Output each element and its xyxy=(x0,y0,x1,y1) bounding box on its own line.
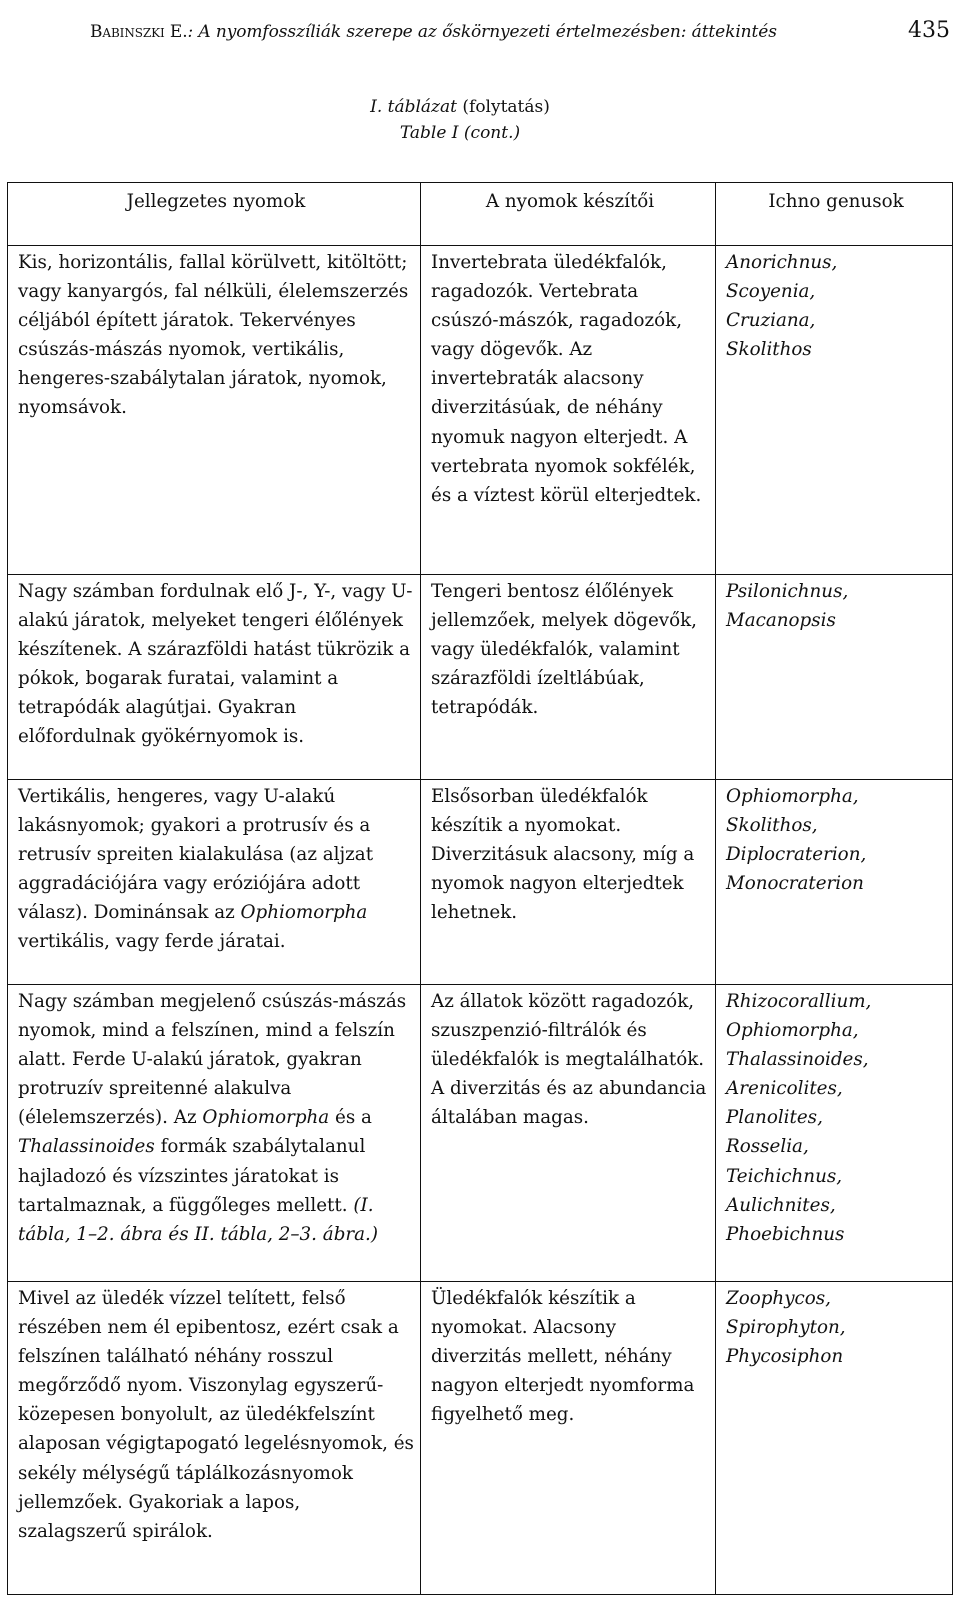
traces-cell xyxy=(8,780,421,985)
genus-name: Ophiomorpha, xyxy=(726,1020,859,1042)
genus-name: Rosselia, xyxy=(726,1136,809,1158)
genus-name: Phoebichnus xyxy=(726,1223,845,1245)
caption-hu-label: I. táblázat xyxy=(370,97,457,117)
genera-cell xyxy=(716,246,953,575)
column-header-traces: Jellegzetes nyomok xyxy=(8,183,421,246)
genera-cell xyxy=(716,1282,953,1595)
traces-text: és a xyxy=(329,1107,372,1129)
table-row xyxy=(8,780,953,985)
header-article-title: : A nyomfosszíliák szerepe az őskörnyezeti értelmezésben: áttekintés xyxy=(187,22,777,42)
header-author: Babinszki E. xyxy=(90,22,188,42)
makers-cell: Invertebrata üledékfalók, ragadozók. Vertebrata csúszó-mászók, ragadozók, vagy dögevők. Az invertebraták alacsony diverzitásúak, de néhány nyomuk nagyon elterjedt. A vertebrata nyomok sokfélék, és a víztest körül elterjedtek. xyxy=(421,246,716,575)
traces-cell: Nagy számban fordulnak elő J-, Y-, vagy U-alakú járatok, melyeket tengeri élőlények készítenek. A szárazföldi hatást tükrözik a pókok, bogarak furatai, valamint a tetrapódák alagútjai. Gyakran előfordulnak gyökérnyomok is. xyxy=(8,575,421,780)
genus-name: Ophiomorpha, xyxy=(726,786,859,807)
table-row xyxy=(8,985,953,1282)
genus-name: Macanopsis xyxy=(726,610,836,632)
genus-name: Planolites, xyxy=(726,1107,823,1129)
genus-name: Spirophyton, xyxy=(726,1317,846,1339)
makers-cell: Az állatok között ragadozók, szuszpenzió-filtrálók és üledékfalók is megtalálhatók. A diverzitás és az abundancia általában magas. xyxy=(421,985,716,1282)
genus-name: Thalassinoides, xyxy=(726,1049,869,1071)
trace-fossil-table xyxy=(7,182,952,1595)
traces-text: vertikális, vagy ferde járatai. xyxy=(18,931,286,953)
genus-name: Rhizocorallium, xyxy=(726,991,872,1012)
genera-cell xyxy=(716,985,953,1282)
traces-text: Nagy számban megjelenő csúszás-mászás nyomok, mind a felszínen, mind a felszín alatt. Ferde U-alakú járatok, gyakran protruzív spreitenné alakulva (élelemszerzés). Az xyxy=(18,991,407,1129)
table-row xyxy=(8,1282,953,1595)
genus-name: Phycosiphon xyxy=(726,1346,844,1368)
genus-name: Monocraterion xyxy=(726,873,864,895)
genus-name: Cruziana, xyxy=(726,310,816,332)
table-header-row xyxy=(8,183,953,246)
caption-hungarian xyxy=(0,94,920,120)
table-row xyxy=(8,246,953,575)
traces-cell: Mivel az üledék vízzel telített, felső részében nem él epibentosz, ezért csak a felszínen található néhány rosszul megőrződő nyom. Viszonylag egyszerű-közepesen bonyolult, az üledékfelszínt alaposan végigtapogató legelésnyomok, és sekély mélységű táplálkozásnyomok jellemzőek. Gyakoriak a lapos, szalagszerű spirálok. xyxy=(8,1282,421,1595)
plate-reference: (I. tábla, 1–2. ábra és II. tábla, 2–3. ábra.) xyxy=(18,1194,378,1245)
genus-in-text: Ophiomorpha xyxy=(240,902,368,924)
data-table xyxy=(7,182,953,1595)
genus-name: Arenicolites, xyxy=(726,1078,843,1100)
page-number: 435 xyxy=(908,18,950,43)
makers-cell: Tengeri bentosz élőlények jellemzőek, melyek dögevők, vagy üledékfalók, valamint szárazföldi ízeltlábúak, tetrapódák. xyxy=(421,575,716,780)
genera-cell xyxy=(716,575,953,780)
running-title xyxy=(90,22,777,42)
traces-cell: Kis, horizontális, fallal körülvett, kitöltött; vagy kanyargós, fal nélküli, élelemszerzés céljából épített járatok. Tekervényes csúszás-mászás nyomok, vertikális, hengeres-szabálytalan járatok, nyomok, nyomsávok. xyxy=(8,246,421,575)
genus-name: Zoophycos, xyxy=(726,1288,831,1309)
traces-text: Vertikális, hengeres, vagy U-alakú lakásnyomok; gyakori a protrusív és a retrusív spreiten kialakulása (az aljzat aggradációjára vagy eróziójára adott válasz). Dominánsak az xyxy=(18,786,374,924)
genus-in-text: Thalassinoides xyxy=(18,1136,155,1158)
traces-text: formák szabálytalanul hajladozó és vízszintes járatokat is tartalmaznak, a függőleges mellett. xyxy=(18,1136,366,1216)
table-caption xyxy=(0,94,920,146)
column-header-ichnogenera: Ichno genusok xyxy=(716,183,953,246)
genera-cell xyxy=(716,780,953,985)
table-row xyxy=(8,575,953,780)
genus-in-text: Ophiomorpha xyxy=(202,1107,330,1129)
makers-cell: Elsősorban üledékfalók készítik a nyomokat. Diverzitásuk alacsony, míg a nyomok nagyon elterjedtek lehetnek. xyxy=(421,780,716,985)
genus-name: Psilonichnus, xyxy=(726,581,849,602)
genus-name: Skolithos xyxy=(726,339,812,361)
genus-name: Anorichnus, xyxy=(726,252,838,273)
genus-name: Aulichnites, xyxy=(726,1194,836,1216)
caption-hu-suffix: (folytatás) xyxy=(456,97,550,117)
genus-name: Skolithos, xyxy=(726,815,818,837)
genus-name: Diplocraterion, xyxy=(726,844,867,866)
makers-cell: Üledékfalók készítik a nyomokat. Alacsony diverzitás mellett, néhány nagyon elterjedt nyomforma figyelhető meg. xyxy=(421,1282,716,1595)
genus-name: Teichichnus, xyxy=(726,1165,843,1187)
column-header-makers: A nyomok készítői xyxy=(421,183,716,246)
genus-name: Scoyenia, xyxy=(726,281,816,303)
traces-cell xyxy=(8,985,421,1282)
running-header xyxy=(90,18,950,48)
caption-english: Table I (cont.) xyxy=(399,123,521,143)
